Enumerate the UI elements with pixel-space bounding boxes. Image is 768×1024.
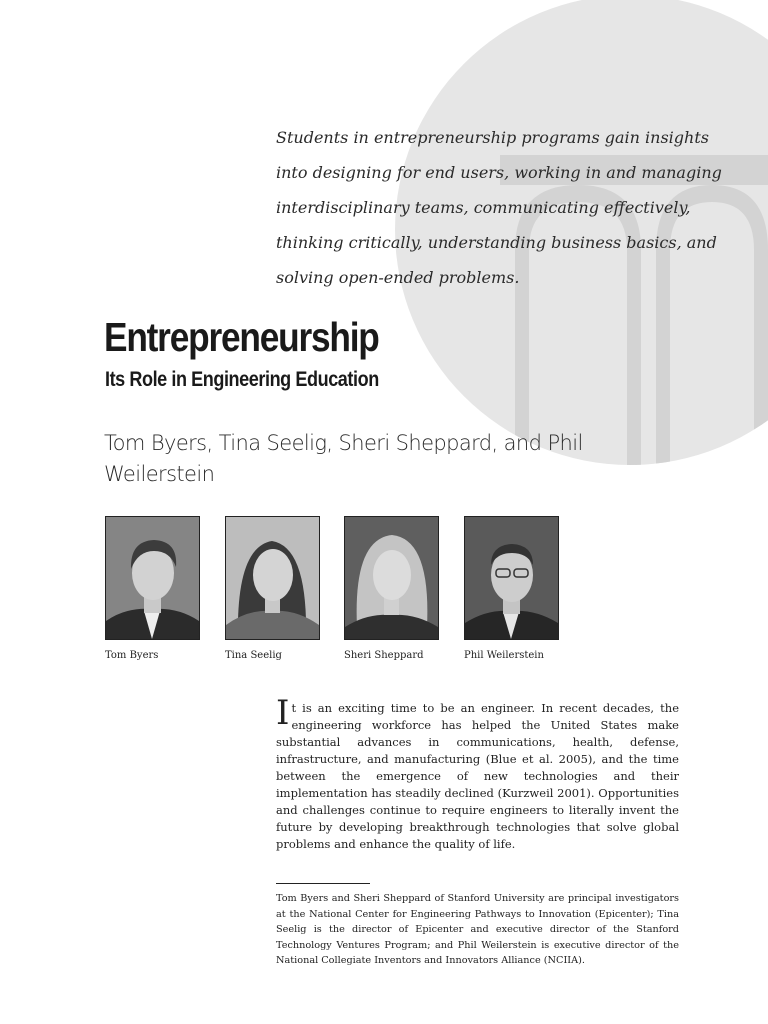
footnote-divider: [276, 883, 370, 884]
pull-quote-line: solving open-ended problems.: [276, 268, 520, 287]
pull-quote-line: Students in entrepreneurship programs gain insights: [276, 128, 709, 147]
portrait-caption: Phil Weilerstein: [464, 650, 544, 661]
pull-quote: [276, 120, 722, 295]
body-text: t is an exciting time to be an engineer. In recent decades, the engineering workforce has helped the United States make substantial advances in communications, health, defense, infrastructure, and manufacturing (Blue et al. 2005), and the time between the emergence of new technologies and their implementation has steadily declined (Kurzweil 2001). Opportunities and challenges continue to require engineers to literally invent the future by developing breakthrough technologies that solve global problems and enhance the quality of life.: [276, 701, 679, 851]
portrait-caption: Tina Seelig: [225, 650, 282, 661]
author-list: Tom Byers, Tina Seelig, Sheri Sheppard, and Phil Weilerstein: [104, 431, 583, 486]
footnote: Tom Byers and Sheri Sheppard of Stanford University are principal investigators at the National Center for Engineering Pathways to Innovation (Epicenter); Tina Seelig is the director of Epicenter and executive director of the Stanford Technology Ventures Program; and Phil Weilerstein is executive director of the National Collegiate Inventors and Innovators Alliance (NCIIA).: [276, 893, 679, 966]
portrait-sheri-sheppard: [344, 516, 439, 640]
portrait-caption: Tom Byers: [105, 650, 159, 661]
portrait-caption: Sheri Sheppard: [344, 650, 424, 661]
body-paragraph: [276, 693, 679, 853]
pull-quote-line: thinking critically, understanding business basics, and: [276, 233, 717, 252]
drop-cap: I: [276, 693, 290, 733]
pull-quote-line: interdisciplinary teams, communicating effectively,: [276, 198, 691, 217]
portrait-phil-weilerstein: [464, 516, 559, 640]
pull-quote-line: into designing for end users, working in and managing: [276, 163, 722, 182]
portrait-tom-byers: [105, 516, 200, 640]
article-title: Entrepreneurship: [104, 314, 379, 360]
article-subtitle: Its Role in Engineering Education: [105, 368, 379, 391]
portrait-tina-seelig: [225, 516, 320, 640]
